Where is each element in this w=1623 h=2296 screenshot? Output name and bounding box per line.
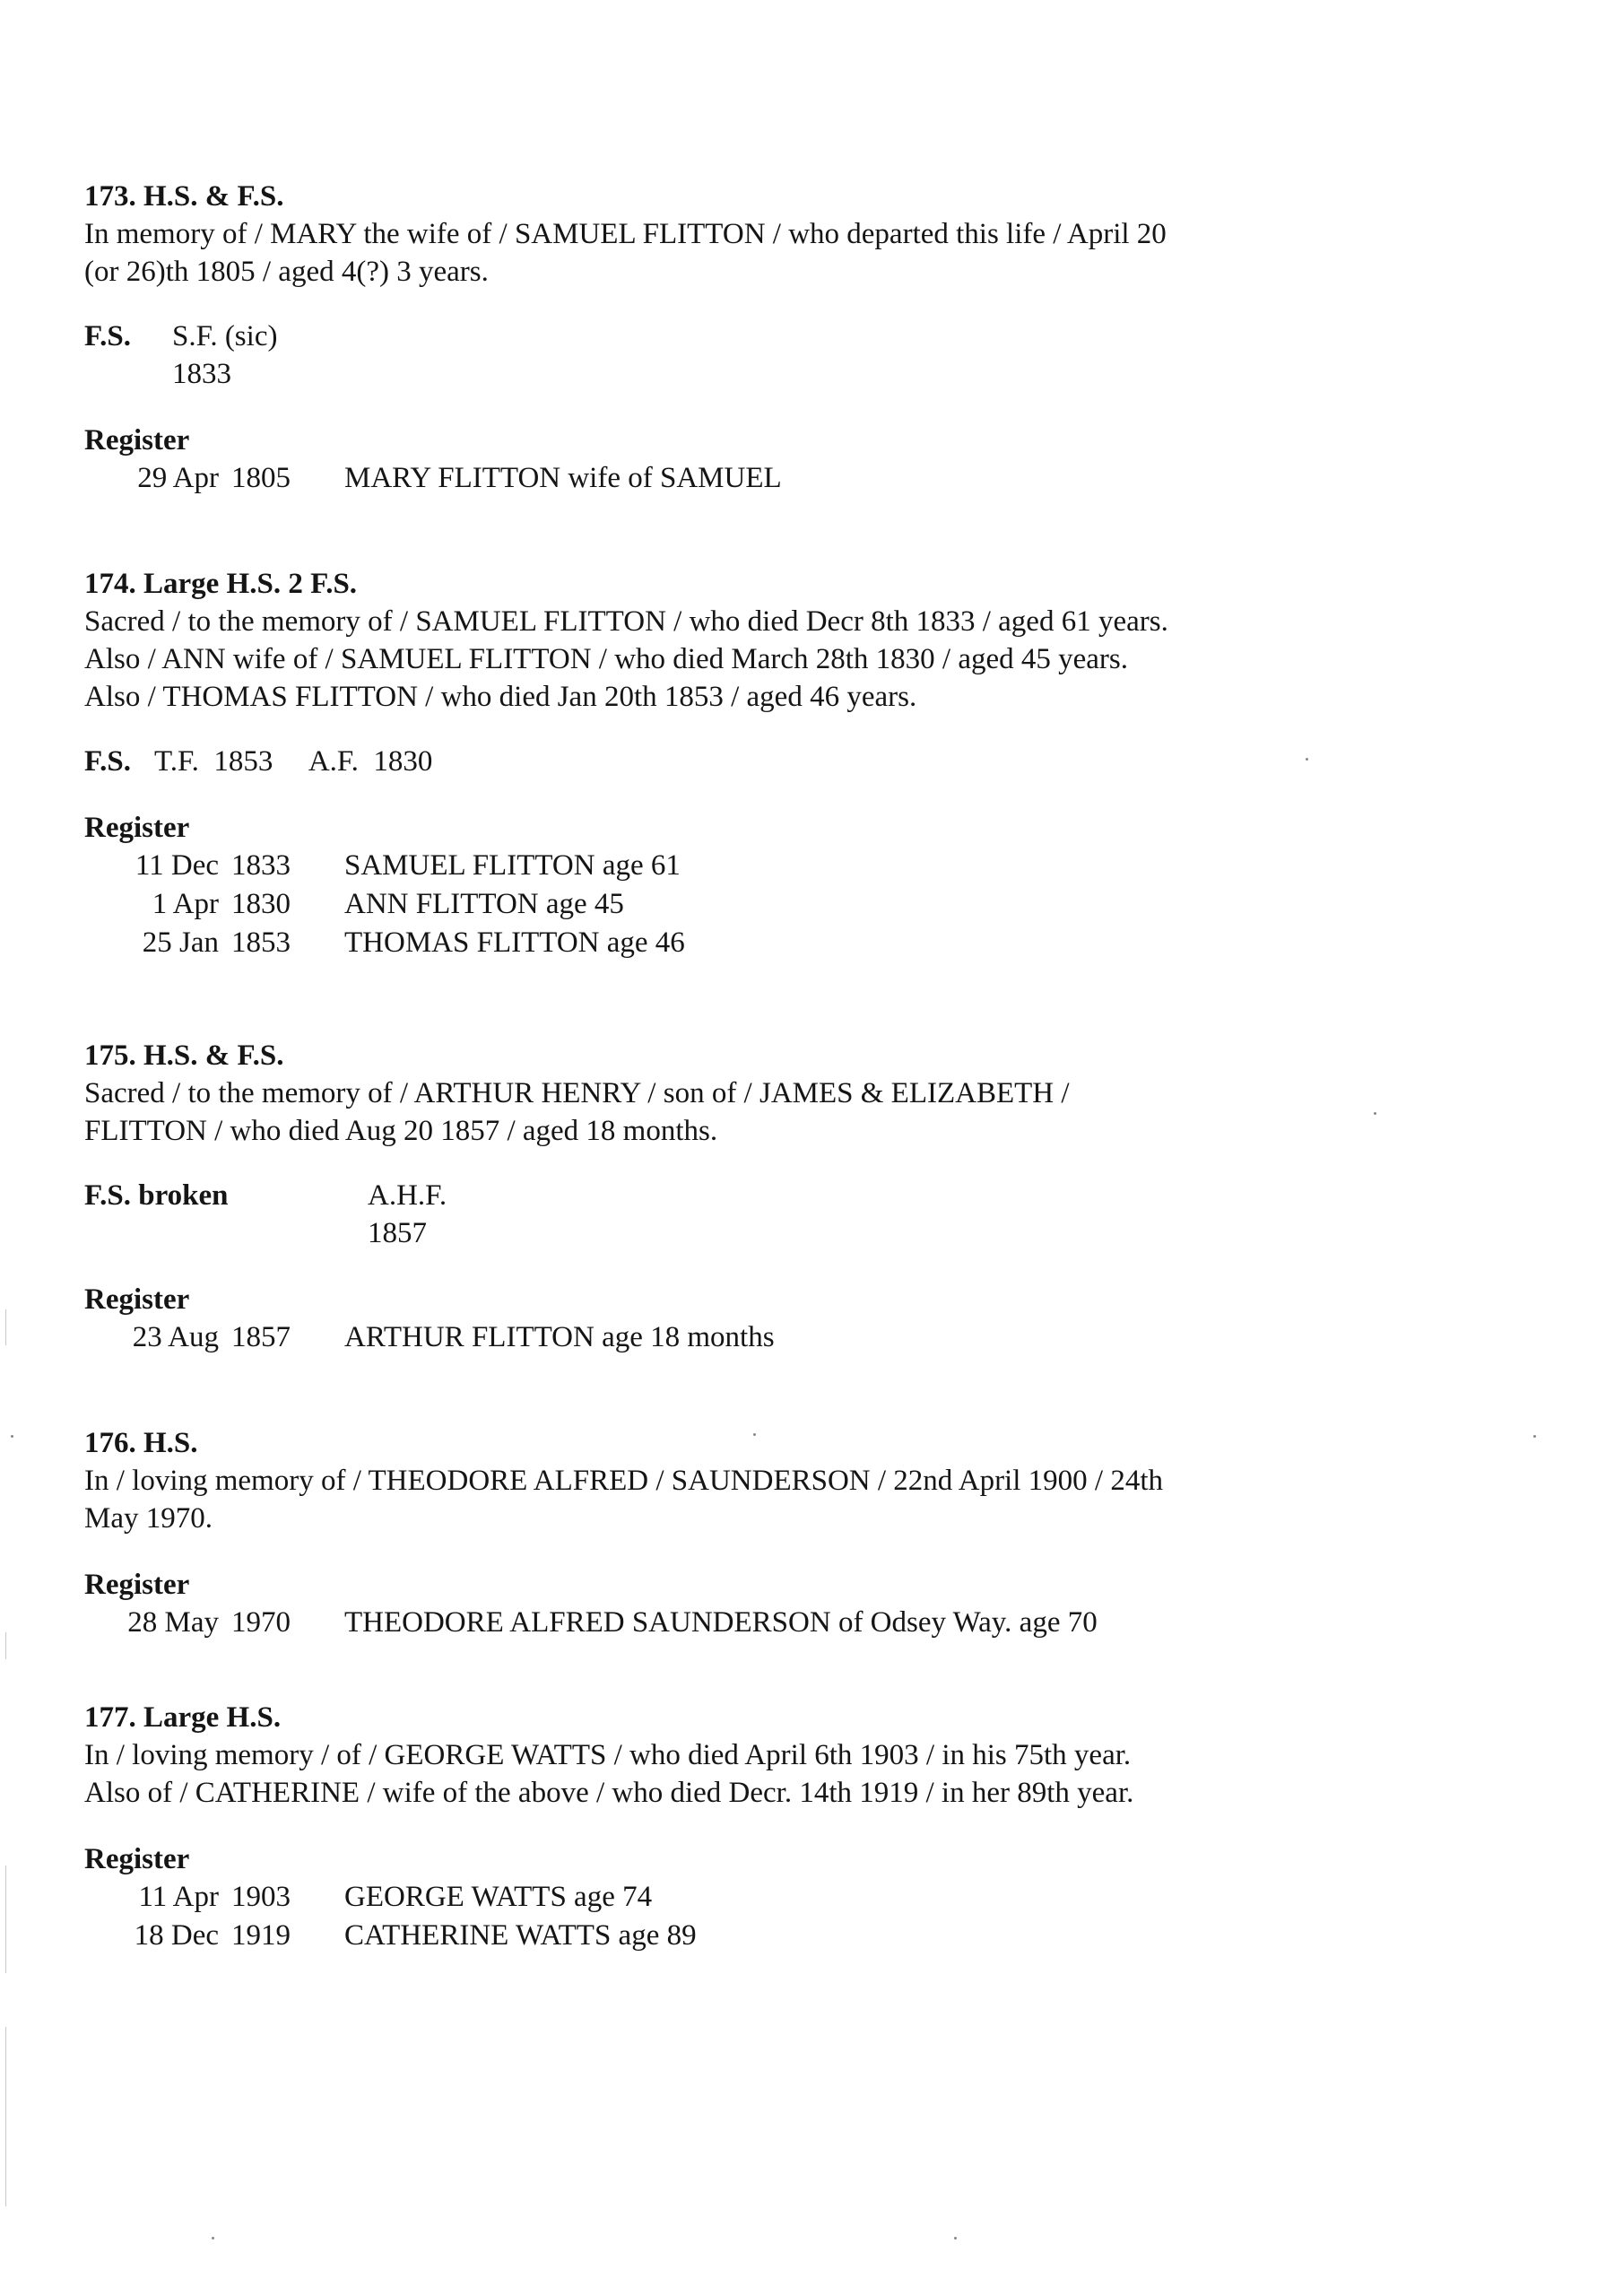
register-row: [84, 847, 1384, 885]
footstone-line: A.H.F.: [368, 1179, 447, 1212]
register-date: 11 Apr: [138, 1881, 219, 1913]
footstone-line: 1857: [368, 1217, 427, 1249]
register-year: 1970: [231, 1606, 291, 1639]
register-label: Register: [84, 1569, 190, 1601]
inscription-line: May 1970.: [84, 1502, 213, 1535]
register-date: 23 Aug: [132, 1321, 219, 1353]
inscription-line: Sacred / to the memory of / SAMUEL FLITTON / who died Decr 8th 1833 / aged 61 years.: [84, 605, 1168, 638]
inscription-line: In / loving memory / of / GEORGE WATTS / who died April 6th 1903 / in his 75th year.: [84, 1739, 1132, 1771]
scan-speck: [11, 1435, 13, 1438]
inscription-line: Also / ANN wife of / SAMUEL FLITTON / who died March 28th 1830 / aged 45 years.: [84, 643, 1129, 675]
footstone-line: T.F. 1853 A.F. 1830: [154, 745, 433, 778]
footstone-text: [172, 317, 277, 393]
footstone-line: S.F. (sic): [172, 320, 278, 352]
inscription: [84, 603, 1384, 716]
entry-173: [84, 178, 1384, 498]
register-row: [84, 459, 1384, 498]
inscription-line: In memory of / MARY the wife of / SAMUEL FLITTON / who departed this life / April 20: [84, 218, 1167, 250]
register-row: [84, 1878, 1384, 1917]
entry-heading: 177. Large H.S.: [84, 1701, 282, 1734]
inscription-line: Sacred / to the memory of / ARTHUR HENRY / son of / JAMES & ELIZABETH /: [84, 1077, 1070, 1109]
footstone-label: F.S.: [84, 745, 131, 778]
inscription: [84, 215, 1384, 291]
footstone-line: 1833: [172, 358, 231, 390]
register-name: THOMAS FLITTON age 46: [344, 926, 685, 959]
register-name: ANN FLITTON age 45: [344, 888, 624, 920]
register-name: ARTHUR FLITTON age 18 months: [344, 1321, 775, 1353]
register-name: MARY FLITTON wife of SAMUEL: [344, 462, 782, 494]
register-year: 1857: [231, 1321, 291, 1353]
entry-176: [84, 1424, 1384, 1642]
inscription-line: Also of / CATHERINE / wife of the above / who died Decr. 14th 1919 / in her 89th year.: [84, 1777, 1134, 1809]
inscription: [84, 1736, 1384, 1812]
register-row: [84, 885, 1384, 924]
register-row: [84, 1318, 1384, 1357]
entry-heading: 173. H.S. & F.S.: [84, 180, 284, 213]
register-label: Register: [84, 1843, 190, 1875]
scan-margin-mark: [5, 1309, 6, 1345]
register-year: 1830: [231, 888, 291, 920]
register-row: [84, 1604, 1384, 1642]
scan-margin-mark: [5, 2027, 6, 2206]
entry-heading: 176. H.S.: [84, 1427, 198, 1459]
register-year: 1919: [231, 1919, 291, 1952]
inscription-line: Also / THOMAS FLITTON / who died Jan 20th 1853 / aged 46 years.: [84, 681, 917, 713]
entry-174: [84, 565, 1384, 962]
inscription-line: (or 26)th 1805 / aged 4(?) 3 years.: [84, 256, 489, 288]
register-date: 11 Dec: [135, 849, 219, 882]
inscription: [84, 1462, 1384, 1537]
register-year: 1833: [231, 849, 291, 882]
register-label: Register: [84, 424, 190, 457]
register-row: [84, 1917, 1384, 1955]
register-name: THEODORE ALFRED SAUNDERSON of Odsey Way. age 70: [344, 1606, 1098, 1639]
register-name: GEORGE WATTS age 74: [344, 1881, 653, 1913]
register-label: Register: [84, 812, 190, 844]
entry-175: [84, 1037, 1384, 1357]
register-label: Register: [84, 1283, 190, 1316]
register-row: [84, 924, 1384, 962]
register-date: 18 Dec: [134, 1919, 219, 1952]
footstone-label: F.S. broken: [84, 1179, 229, 1212]
inscription: [84, 1074, 1384, 1150]
footstone-text: [368, 1177, 447, 1252]
scan-margin-mark: [5, 1632, 6, 1659]
register-name: SAMUEL FLITTON age 61: [344, 849, 681, 882]
scan-speck: [954, 2237, 957, 2239]
footstone: [84, 317, 1384, 393]
register-year: 1805: [231, 462, 291, 494]
entry-heading: 174. Large H.S. 2 F.S.: [84, 568, 358, 600]
register-year: 1903: [231, 1881, 291, 1913]
scan-speck: [1533, 1435, 1536, 1438]
entry-heading: 175. H.S. & F.S.: [84, 1039, 284, 1072]
footstone-label: F.S.: [84, 320, 131, 352]
register-date: 29 Apr: [137, 462, 219, 494]
footstone: [84, 743, 1384, 780]
register-date: 1 Apr: [152, 888, 219, 920]
register-name: CATHERINE WATTS age 89: [344, 1919, 697, 1952]
register-date: 28 May: [127, 1606, 219, 1639]
register-year: 1853: [231, 926, 291, 959]
scan-speck: [212, 2237, 214, 2239]
scan-margin-mark: [5, 1866, 6, 1973]
footstone: [84, 1177, 1384, 1252]
register-date: 25 Jan: [142, 926, 219, 959]
inscription-line: In / loving memory of / THEODORE ALFRED / SAUNDERSON / 22nd April 1900 / 24th: [84, 1465, 1163, 1497]
inscription-line: FLITTON / who died Aug 20 1857 / aged 18 months.: [84, 1115, 718, 1147]
entry-177: [84, 1699, 1384, 1955]
